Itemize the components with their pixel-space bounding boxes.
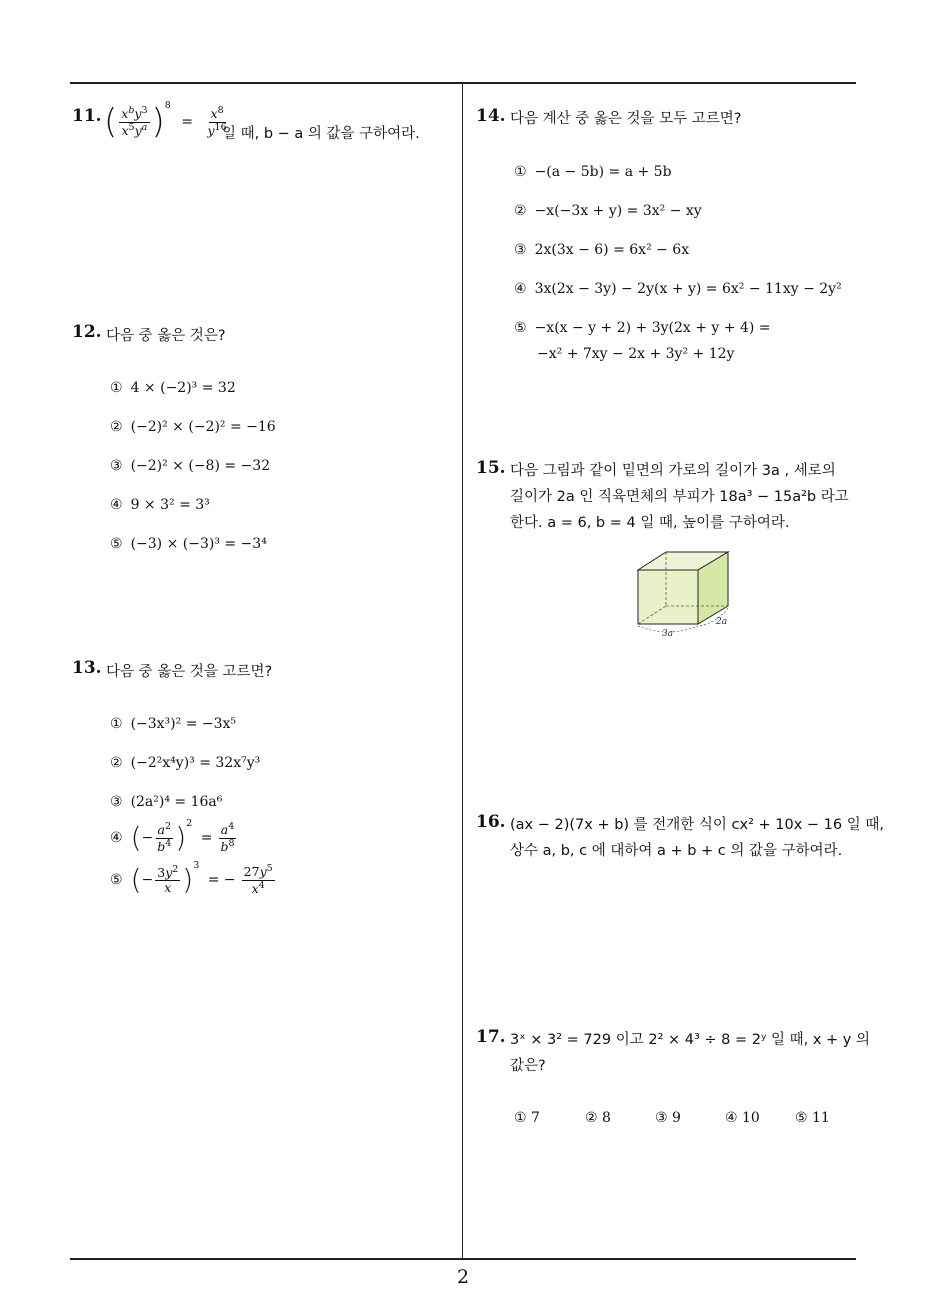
- q12-option-2[interactable]: ② (−2)² × (−2)² = −16: [110, 419, 276, 435]
- q14-option-2[interactable]: ② −x(−3x + y) = 3x² − xy: [514, 203, 702, 219]
- q12-option-5[interactable]: ⑤ (−3) × (−3)³ = −3⁴: [110, 536, 267, 552]
- q14-option-5[interactable]: ⑤ −x(x − y + 2) + 3y(2x + y + 4) =: [514, 320, 771, 336]
- q13-option-5[interactable]: ⑤ (− $\frac{3y^2}{x}$ )$^3$ = − $\frac{27y^5}{x^4}$: [110, 860, 273, 896]
- question-16-line-2: 상수 a, b, c 에 대하여 a + b + c 의 값을 구하여라.: [510, 843, 843, 859]
- q14-option-1[interactable]: ① −(a − 5b) = a + 5b: [514, 164, 672, 180]
- cuboid-figure: [626, 548, 746, 642]
- question-14-text: 다음 계산 중 옳은 것을 모두 고르면?: [510, 111, 742, 127]
- question-11-number: 11.: [72, 106, 102, 126]
- q12-option-4[interactable]: ④ 9 × 3² = 3³: [110, 497, 210, 513]
- column-divider: [462, 83, 463, 1259]
- q17-choice-2[interactable]: ② 8: [585, 1110, 611, 1126]
- q17-choice-4[interactable]: ④ 10: [725, 1110, 760, 1126]
- question-12-number: 12.: [72, 322, 102, 342]
- question-16-line-1: (ax − 2)(7x + b) 를 전개한 식이 cx² + 10x − 16 일 때,: [510, 817, 884, 833]
- question-12-text: 다음 중 옳은 것은?: [106, 328, 226, 344]
- q17-choice-3[interactable]: ③ 9: [655, 1110, 681, 1126]
- question-15-line-1: 다음 그림과 같이 밑면의 가로의 길이가 3a , 세로의: [510, 463, 836, 479]
- q12-option-1[interactable]: ① 4 × (−2)³ = 32: [110, 380, 236, 396]
- q12-option-3[interactable]: ③ (−2)² × (−8) = −32: [110, 458, 271, 474]
- question-15-number: 15.: [476, 458, 506, 478]
- question-13-number: 13.: [72, 658, 102, 678]
- question-17-number: 17.: [476, 1027, 506, 1047]
- page-number: 2: [456, 1266, 470, 1288]
- q13-option-3[interactable]: ③ (2a²)⁴ = 16a⁶: [110, 794, 223, 810]
- q13-option-1[interactable]: ① (−3x³)² = −3x⁵: [110, 716, 237, 732]
- question-17-line-2: 값은?: [510, 1058, 546, 1074]
- q14-option-4[interactable]: ④ 3x(2x − 3y) − 2y(x + y) = 6x² − 11xy − 2y²: [514, 281, 842, 297]
- question-11-expression: ( $\frac{x^by^3}{x^5y^a}$ )$^8$ = $\frac{x^8}{y^{16}}$: [104, 100, 227, 142]
- q14-option-3[interactable]: ③ 2x(3x − 6) = 6x² − 6x: [514, 242, 690, 258]
- q13-option-2[interactable]: ② (−2²x⁴y)³ = 32x⁷y³: [110, 755, 261, 771]
- question-11-text: 일 때, b − a 의 값을 구하여라.: [222, 126, 420, 142]
- question-13-text: 다음 중 옳은 것을 고르면?: [106, 664, 273, 680]
- cuboid-depth-label: 2a: [716, 617, 728, 627]
- q13-option-4[interactable]: ④ (− $\frac{a^2}{b^4}$ )$^2$ = $\frac{a^4}{b^8}$: [110, 818, 235, 854]
- cuboid-width-label: 3a: [662, 629, 674, 639]
- q17-choice-5[interactable]: ⑤ 11: [795, 1110, 830, 1126]
- question-17-line-1: 3ˣ × 3² = 729 이고 2² × 4³ ÷ 8 = 2ʸ 일 때, x + y 의: [510, 1032, 870, 1048]
- q17-choice-1[interactable]: ① 7: [514, 1110, 540, 1126]
- question-15-line-2: 길이가 2a 인 직육면체의 부피가 18a³ − 15a²b 라고: [510, 489, 849, 505]
- q14-option-5-line2: −x² + 7xy − 2x + 3y² + 12y: [537, 346, 735, 362]
- question-16-number: 16.: [476, 812, 506, 832]
- question-14-number: 14.: [476, 106, 506, 126]
- question-15-line-3: 한다. a = 6, b = 4 일 때, 높이를 구하여라.: [510, 515, 790, 531]
